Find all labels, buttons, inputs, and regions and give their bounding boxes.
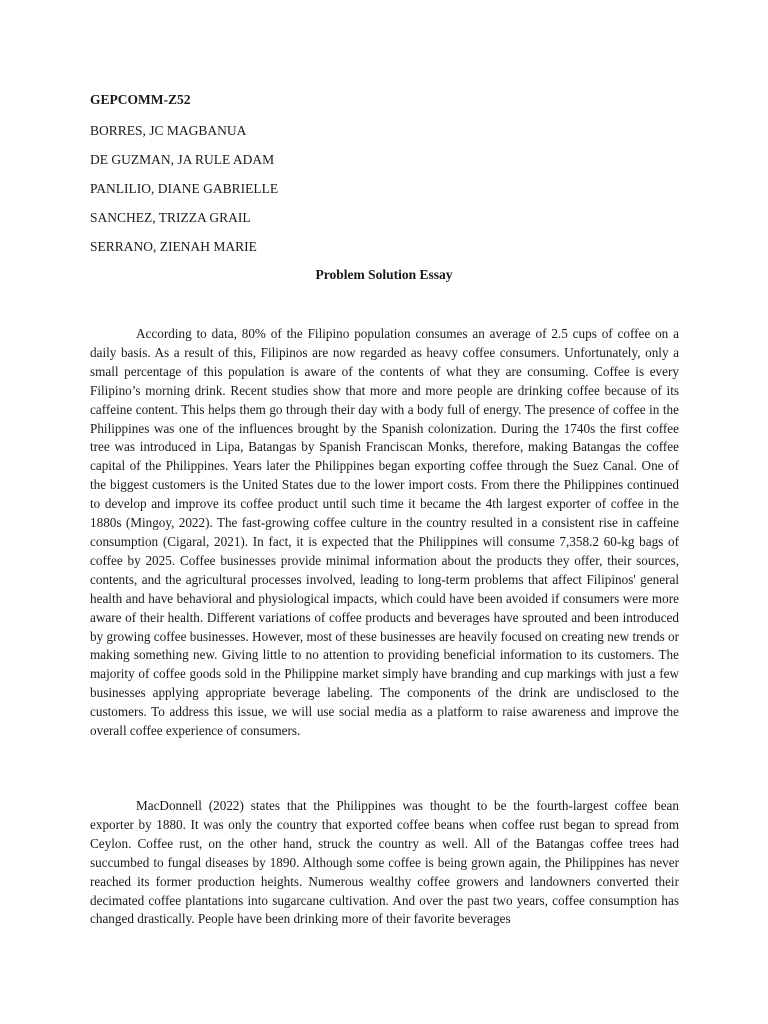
body-paragraph: MacDonnell (2022) states that the Philippines was thought to be the fourth-largest coffee bean exporter by 1880. It was only the country that exported coffee beans when coffee rust began to spread from Ceylon. Coffee rust, on the other hand, struck the country as well. All of the Batangas coffee trees had succumbed to fungal diseases by 1890. Although some coffee is being grown again, the Philippines has never reached its former production heights. Numerous wealthy coffee growers and landowners converted their decimated coffee plantations into sugarcane cultivation. And over the past two years, coffee consumption has changed drastically. People have been drinking more of their favorite beverages	[90, 798, 679, 927]
author-name: BORRES, JC MAGBANUA	[90, 123, 247, 138]
essay-title: Problem Solution Essay	[315, 267, 453, 282]
author-list	[90, 122, 278, 267]
course-code: GEPCOMM-Z52	[90, 92, 191, 107]
author-name: PANLILIO, DIANE GABRIELLE	[90, 181, 279, 196]
author-name: SERRANO, ZIENAH MARIE	[90, 239, 257, 254]
author-name: SANCHEZ, TRIZZA GRAIL	[90, 210, 251, 225]
body-paragraph: According to data, 80% of the Filipino population consumes an average of 2.5 cups of coffee on a daily basis. As a result of this, Filipinos are now regarded as heavy coffee consumers. Unfortunately, only a small percentage of this population is aware of the contents of what they are consuming. Coffee is every Filipino’s morning drink. Recent studies show that more and more people are drinking coffee because of its caffeine content. This helps them go through their day with a body full of energy. The presence of coffee in the Philippines was one of the influences brought by the Spanish colonization. During the 1740s the first coffee tree was introduced in Lipa, Batangas by Spanish Franciscan Monks, therefore, making Batangas the coffee capital of the Philippines. Years later the Philippines began exporting coffee through the Suez Canal. One of the biggest customers is the United States due to the lower import costs. From there the Philippines continued to develop and improve its coffee product until such time it became the 4th largest exporter of coffee in the 1880s (Mingoy, 2022). The fast-growing coffee culture in the country resulted in a consistent rise in caffeine consumption (Cigaral, 2021). In fact, it is expected that the Philippines will consume 7,358.2 60-kg bags of coffee by 2025. Coffee businesses provide minimal information about the products they offer, their sources, contents, and the agricultural processes involved, leading to long-term problems that affect Filipinos' general health and have behavioral and physiological impacts, which could have been avoided if consumers were more aware of their health. Different variations of coffee products and beverages have sprouted and been introduced by growing coffee businesses. However, most of these businesses are heavily focused on creating new trends or making something new. Giving little to no attention to providing beneficial information to its customers. The majority of coffee goods sold in the Philippine market simply have branding and cup markings with just a few businesses applying appropriate beverage labeling. The components of the drink are undisclosed to the customers. To address this issue, we will use social media as a platform to raise awareness and improve the overall coffee experience of consumers.	[90, 326, 679, 739]
author-name: DE GUZMAN, JA RULE ADAM	[90, 152, 275, 167]
